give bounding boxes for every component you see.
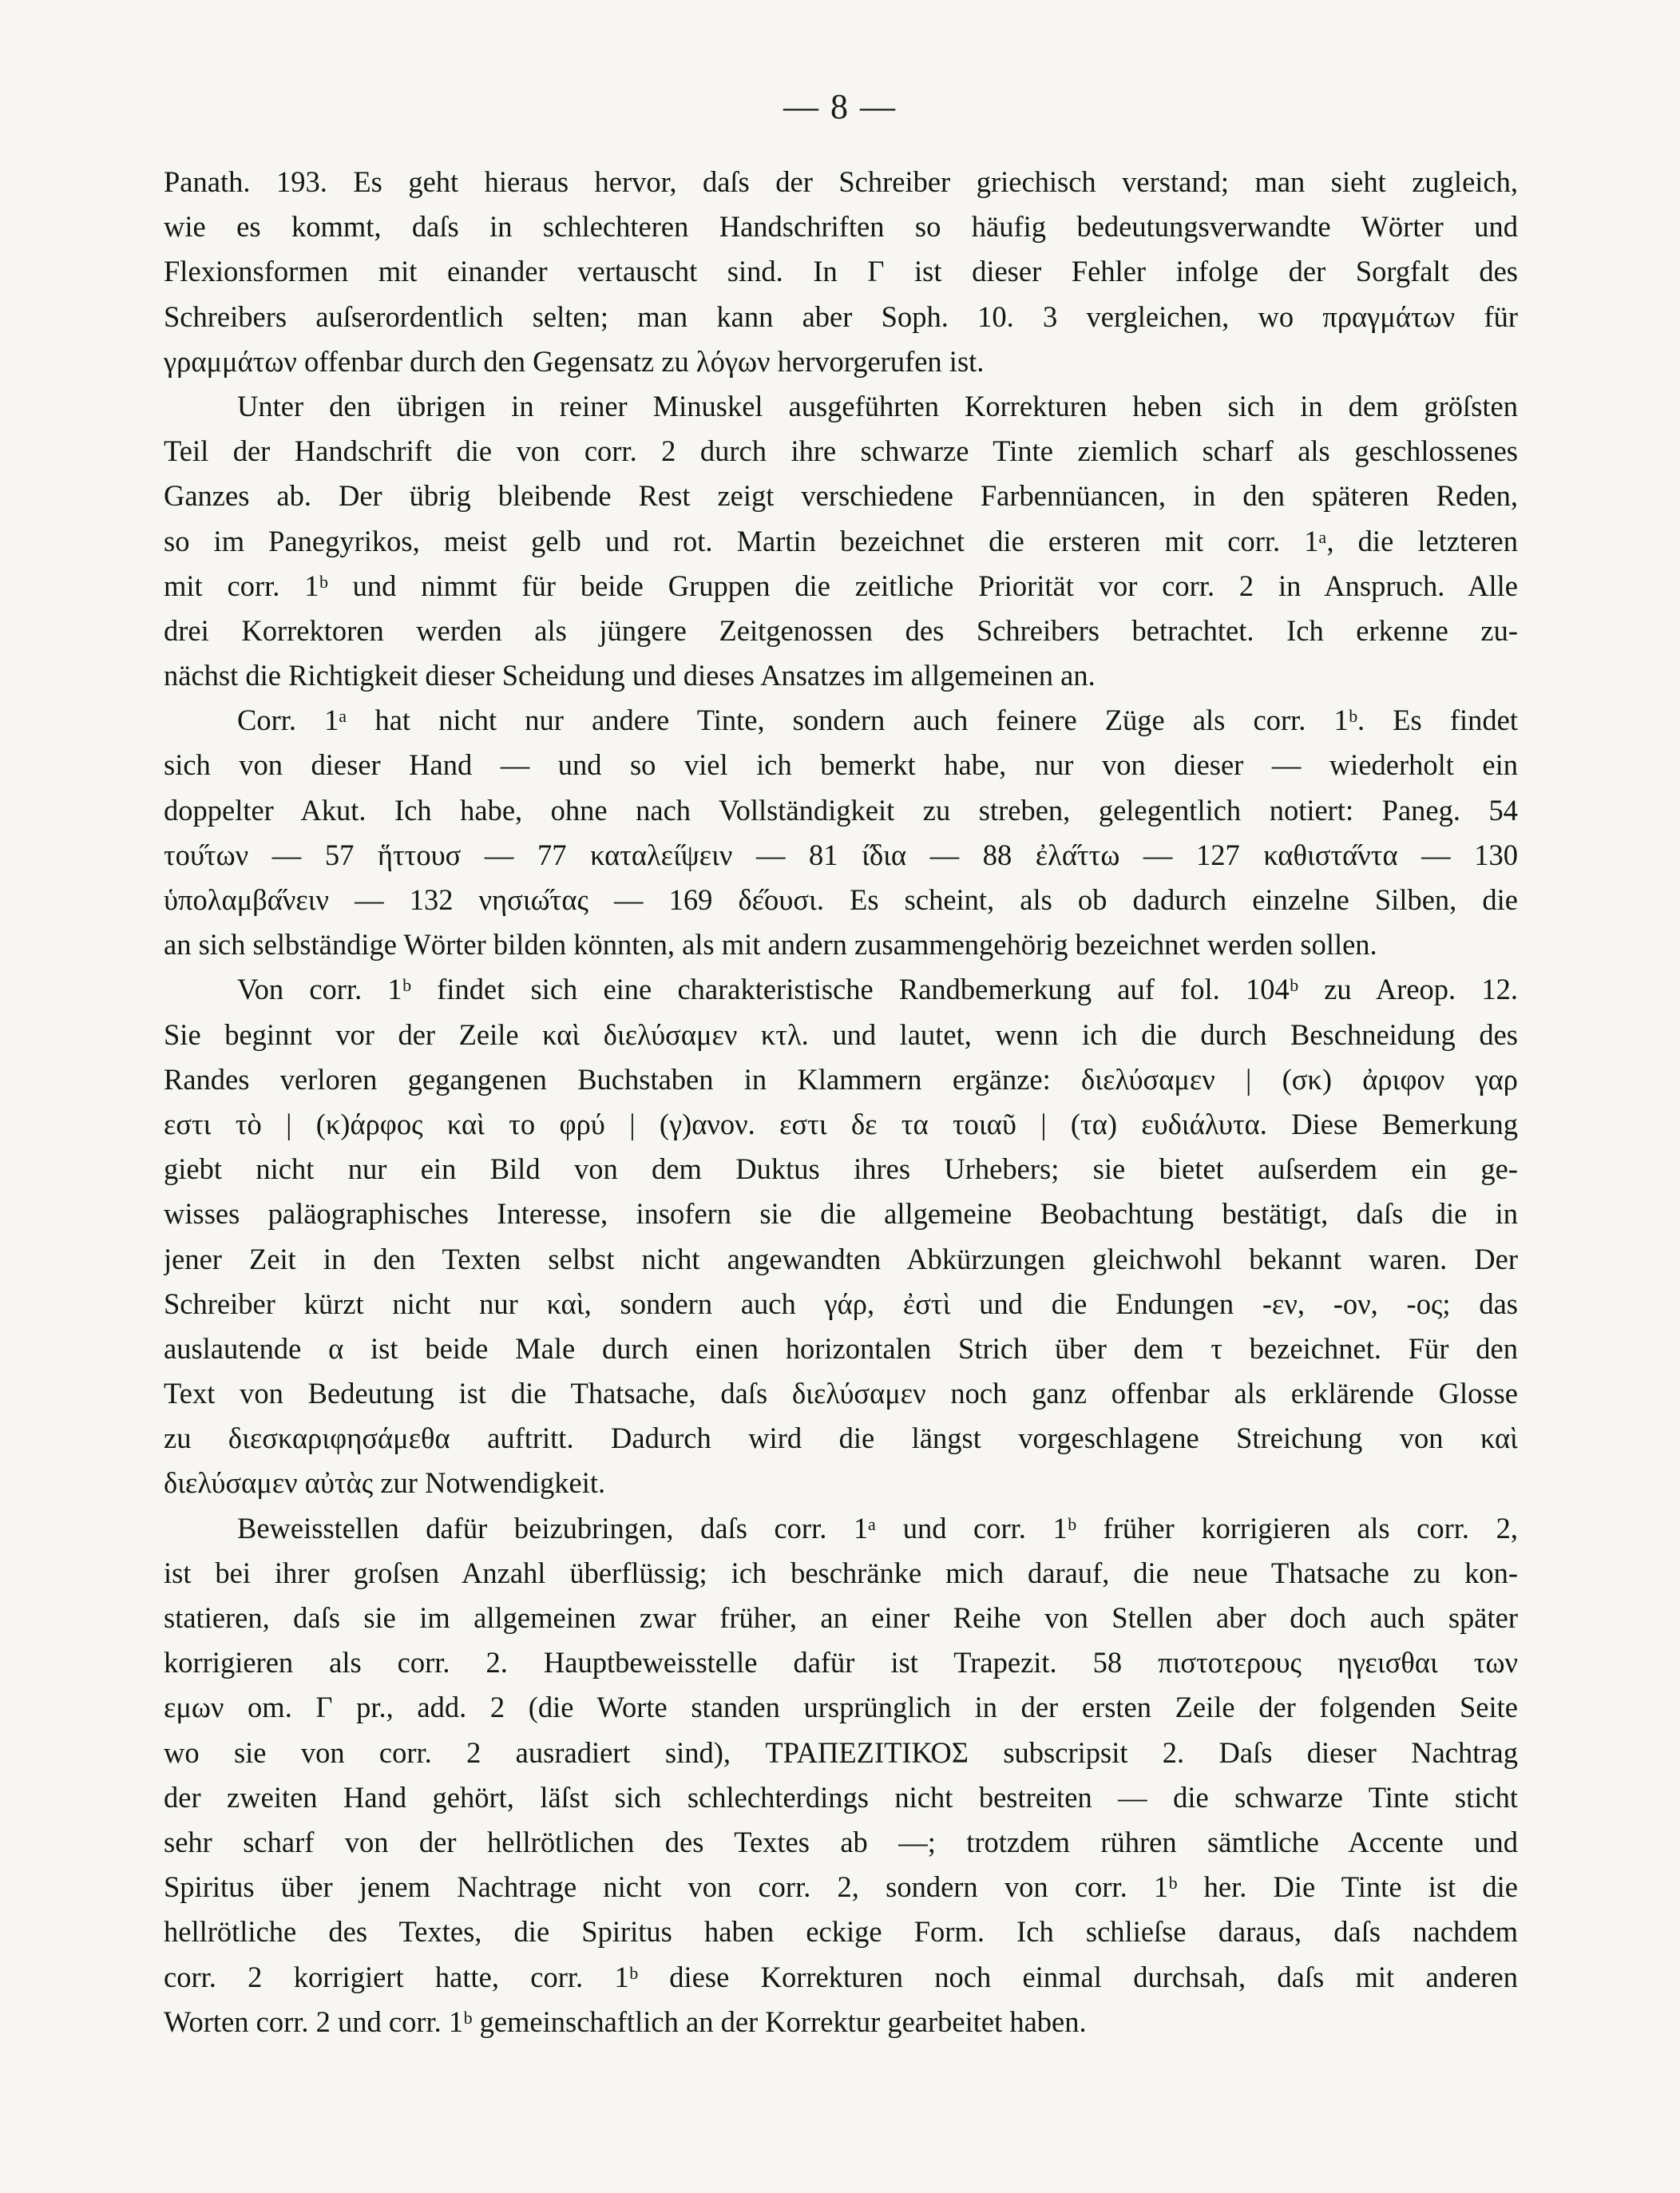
text-line: Corr. 1ᵃ hat nicht nur andere Tinte, sondern auch feinere Züge als corr. 1ᵇ. Es findet — [237, 704, 1518, 737]
text-line: jener Zeit in den Texten selbst nicht angewandten Abkürzungen gleichwohl bekannt waren. Der — [164, 1242, 1518, 1275]
text-line: sich von dieser Hand — und so viel ich bemerkt habe, nur von dieser — wiederholt ein — [164, 748, 1518, 782]
paragraph — [164, 698, 1518, 967]
text-line: Worten corr. 2 und corr. 1ᵇ gemeinschaftlich an der Korrektur gearbeitet haben. — [164, 2005, 1087, 2038]
text-line: Schreiber kürzt nicht nur καὶ, sondern auch γάρ, ἐστὶ und die Endungen -εν, -ον, -ος; das — [164, 1287, 1518, 1320]
text-line: nächst die Richtigkeit dieser Scheidung und dieses Ansatzes im allgemeinen an. — [164, 659, 1096, 692]
text-line: Flexionsformen mit einander vertauscht sind. In Γ ist dieser Fehler infolge der Sorgfalt des — [164, 255, 1518, 288]
text-line: giebt nicht nur ein Bild von dem Duktus ihres Urhebers; sie bietet auſserdem ein ge- — [164, 1152, 1518, 1186]
text-line: mit corr. 1ᵇ und nimmt für beide Gruppen die zeitliche Priorität vor corr. 2 in Anspruch. Alle — [164, 569, 1518, 602]
page-number: — 8 — — [783, 87, 897, 126]
text-line: wie es kommt, daſs in schlechteren Handschriften so häufig bedeutungsverwandte Wörter und — [164, 210, 1518, 244]
text-line: Von corr. 1ᵇ findet sich eine charakteristische Randbemerkung auf fol. 104ᵇ zu Areop. 12. — [237, 973, 1518, 1006]
text-line: γραμμάτων offenbar durch den Gegensatz zu λόγων hervorgerufen ist. — [164, 344, 985, 378]
text-line: Schreibers auſserordentlich selten; man kann aber Soph. 10. 3 vergleichen, wo πραγμάτων für — [164, 299, 1518, 333]
text-line: korrigieren als corr. 2. Hauptbeweisstelle dafür ist Trapezit. 58 πιστοτερους ηγεισθαι των — [164, 1646, 1518, 1679]
text-line: auslautende α ist beide Male durch einen horizontalen Strich über dem τ bezeichnet. Für den — [164, 1331, 1518, 1365]
text-line: Panath. 193. Es geht hieraus hervor, daſs der Schreiber griechisch verstand; man sieht zugleich, — [164, 165, 1518, 198]
text-line: εστι τὸ | (κ)άρφος καὶ το φρύ | (γ)ανον. εστι δε τα τοιαῦ | (τα) ευδιάλυτα. Diese Bemerkung — [164, 1107, 1518, 1140]
text-line: statieren, daſs sie im allgemeinen zwar früher, an einer Reihe von Stellen aber doch auch später — [164, 1601, 1518, 1634]
text-line: Unter den übrigen in reiner Minuskel ausgeführten Korrekturen heben sich in dem gröſsten — [237, 389, 1518, 422]
text-line: του̋των — 57 ἥττουσ — 77 καταλει̋ψειν — 81 ι̋δια — 88 ἐλα̋ττω — 127 καθιστα̋ντα — 130 — [164, 838, 1518, 871]
paragraph — [164, 967, 1518, 1505]
text-line: wo sie von corr. 2 ausradiert sind), ΤΡΑΠΕΖΙΤΙΚΟΣ subscripsit 2. Daſs dieser Nachtrag — [164, 1735, 1518, 1769]
paragraph — [164, 160, 1518, 384]
paragraph — [164, 384, 1518, 698]
text-line: zu διεσκαριφησάμεθα auftritt. Dadurch wird die längst vorgeschlagene Streichung von καὶ — [164, 1422, 1518, 1455]
text-line: ist bei ihrer groſsen Anzahl überflüssig; ich beschränke mich darauf, die neue Thatsache zu kon- — [164, 1556, 1518, 1589]
text-line: Spiritus über jenem Nachtrage nicht von corr. 2, sondern von corr. 1ᵇ her. Die Tinte ist die — [164, 1870, 1518, 1904]
body-text — [164, 160, 1518, 2044]
text-line: drei Korrektoren werden als jüngere Zeitgenossen des Schreibers betrachtet. Ich erkenne zu- — [164, 613, 1518, 647]
paragraph — [164, 1506, 1518, 2044]
text-line: der zweiten Hand gehört, läſst sich schlechterdings nicht bestreiten — die schwarze Tinte sticht — [164, 1780, 1518, 1814]
text-line: wisses paläographisches Interesse, insofern sie die allgemeine Beobachtung bestätigt, daſs die in — [164, 1197, 1518, 1231]
text-line: Randes verloren gegangenen Buchstaben in Klammern ergänze: διελύσαμεν | (σκ) ἀριφον γαρ — [164, 1062, 1518, 1096]
text-line: διελύσαμεν αὐτὰς zur Notwendigkeit. — [164, 1466, 606, 1500]
text-line: so im Panegyrikos, meist gelb und rot. Martin bezeichnet die ersteren mit corr. 1ᵃ, die letzteren — [164, 524, 1518, 557]
text-line: doppelter Akut. Ich habe, ohne nach Vollständigkeit zu streben, gelegentlich notiert: Paneg. 54 — [164, 793, 1518, 827]
text-line: hellrötliche des Textes, die Spiritus haben eckige Form. Ich schlieſse daraus, daſs nachdem — [164, 1915, 1518, 1949]
text-line: corr. 2 korrigiert hatte, corr. 1ᵇ diese Korrekturen noch einmal durchsah, daſs mit anderen — [164, 1960, 1518, 1993]
text-line: Teil der Handschrift die von corr. 2 durch ihre schwarze Tinte ziemlich scharf als geschlossenes — [164, 434, 1518, 468]
text-line: Sie beginnt vor der Zeile καὶ διελύσαμεν κτλ. und lautet, wenn ich die durch Beschneidung des — [164, 1017, 1518, 1051]
text-line: εμων om. Γ pr., add. 2 (die Worte standen ursprünglich in der ersten Zeile der folgenden Seite — [164, 1691, 1518, 1724]
text-line: an sich selbständige Wörter bilden könnten, als mit andern zusammengehörig bezeichnet werden sollen. — [164, 928, 1377, 962]
text-line: Ganzes ab. Der übrig bleibende Rest zeigt verschiedene Farbennüancen, in den späteren Reden, — [164, 479, 1518, 513]
text-line: ὑπολαμβα̋νειν — 132 νησιω̋τας — 169 δε̋ουσι. Es scheint, als ob dadurch einzelne Silben, die — [164, 883, 1518, 916]
text-line: Beweisstellen dafür beizubringen, daſs corr. 1ᵃ und corr. 1ᵇ früher korrigieren als corr. 2, — [237, 1511, 1518, 1545]
text-line: Text von Bedeutung ist die Thatsache, daſs διελύσαμεν noch ganz offenbar als erklärende Glosse — [164, 1377, 1518, 1410]
text-line: sehr scharf von der hellrötlichen des Textes ab —; trotzdem rühren sämtliche Accente und — [164, 1825, 1518, 1858]
